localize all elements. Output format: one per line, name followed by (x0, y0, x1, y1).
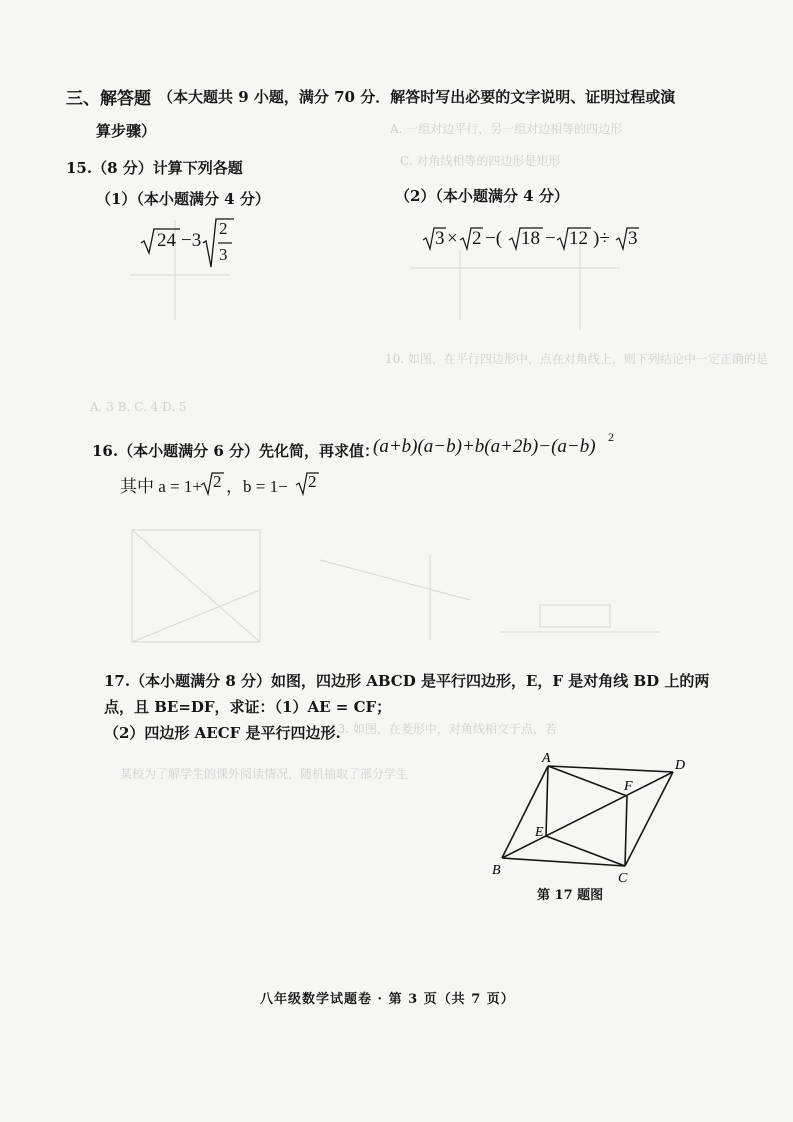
section-description: （本大题共 9 小题，满分 70 分．解答时写出必要的文字说明、证明过程或演 (158, 88, 676, 106)
label-e: E (535, 825, 544, 840)
q16-expression: (a+b)(a−b)+b(a+2b)−(a−b) (373, 436, 596, 457)
diagonal-bd (502, 772, 673, 858)
q15-expr1-coef: −3 (181, 230, 202, 251)
q15-header: 15.（8 分）计算下列各题 (66, 159, 243, 177)
q16-expression-exponent: 2 (608, 430, 614, 444)
segment-fa (548, 766, 627, 796)
section-title: 三、解答题 (66, 89, 151, 109)
q15-expr2-sqrt3: 3 (435, 228, 445, 249)
q15-expr2-minus-open: −( (485, 228, 503, 249)
q15-sub1-label: （1）（本小题满分 4 分） (96, 190, 270, 208)
q16-condition-sqrt-a: 2 (213, 472, 222, 491)
label-a: A (542, 751, 551, 766)
label-b: B (492, 863, 501, 878)
q17-figure-caption: 第 17 题图 (537, 888, 604, 903)
q15-expr2-sqrt2: 2 (472, 228, 482, 249)
segment-ae (546, 766, 548, 836)
label-c: C (618, 871, 628, 886)
q15-expr2-close-div: )÷ (593, 228, 610, 249)
q15-expr2-minus: − (545, 228, 556, 249)
q15-expr1-radicand: 24 (157, 230, 176, 251)
q16-condition-sqrt-b: 2 (308, 472, 317, 491)
section-description-cont: 算步骤） (96, 122, 157, 140)
q15-expr2-times: × (447, 228, 458, 249)
label-f: F (624, 779, 633, 794)
edge-ab (502, 766, 548, 858)
q17-line-3: （2）四边形 AECF 是平行四边形. (104, 724, 341, 742)
q15-expr2-sqrt12: 12 (569, 228, 588, 249)
segment-cf (625, 796, 627, 866)
q15-expr1-denominator: 3 (219, 245, 228, 264)
q15-expr2-sqrt3b: 3 (628, 228, 638, 249)
q17-line-2: 点，且 BE=DF，求证：（1）AE = CF； (104, 698, 392, 716)
q16-condition-b: ，b = 1− (226, 477, 288, 496)
q16-header: 16.（本小题满分 6 分）先化简，再求值： (92, 442, 379, 460)
q15-expr1-numerator: 2 (219, 219, 228, 238)
label-d: D (675, 758, 686, 773)
q16-condition-a: 其中 a = 1+ (120, 477, 202, 496)
edge-da (548, 766, 673, 772)
page-footer: 八年级数学试题卷 · 第 3 页（共 7 页） (260, 992, 515, 1007)
q17-line-1: 17.（本小题满分 8 分）如图，四边形 ABCD 是平行四边形，E，F 是对角线 BD 上的两 (104, 672, 710, 690)
q15-sub2-label: （2）（本小题满分 4 分） (395, 187, 569, 205)
q15-expr2-sqrt18: 18 (521, 228, 540, 249)
